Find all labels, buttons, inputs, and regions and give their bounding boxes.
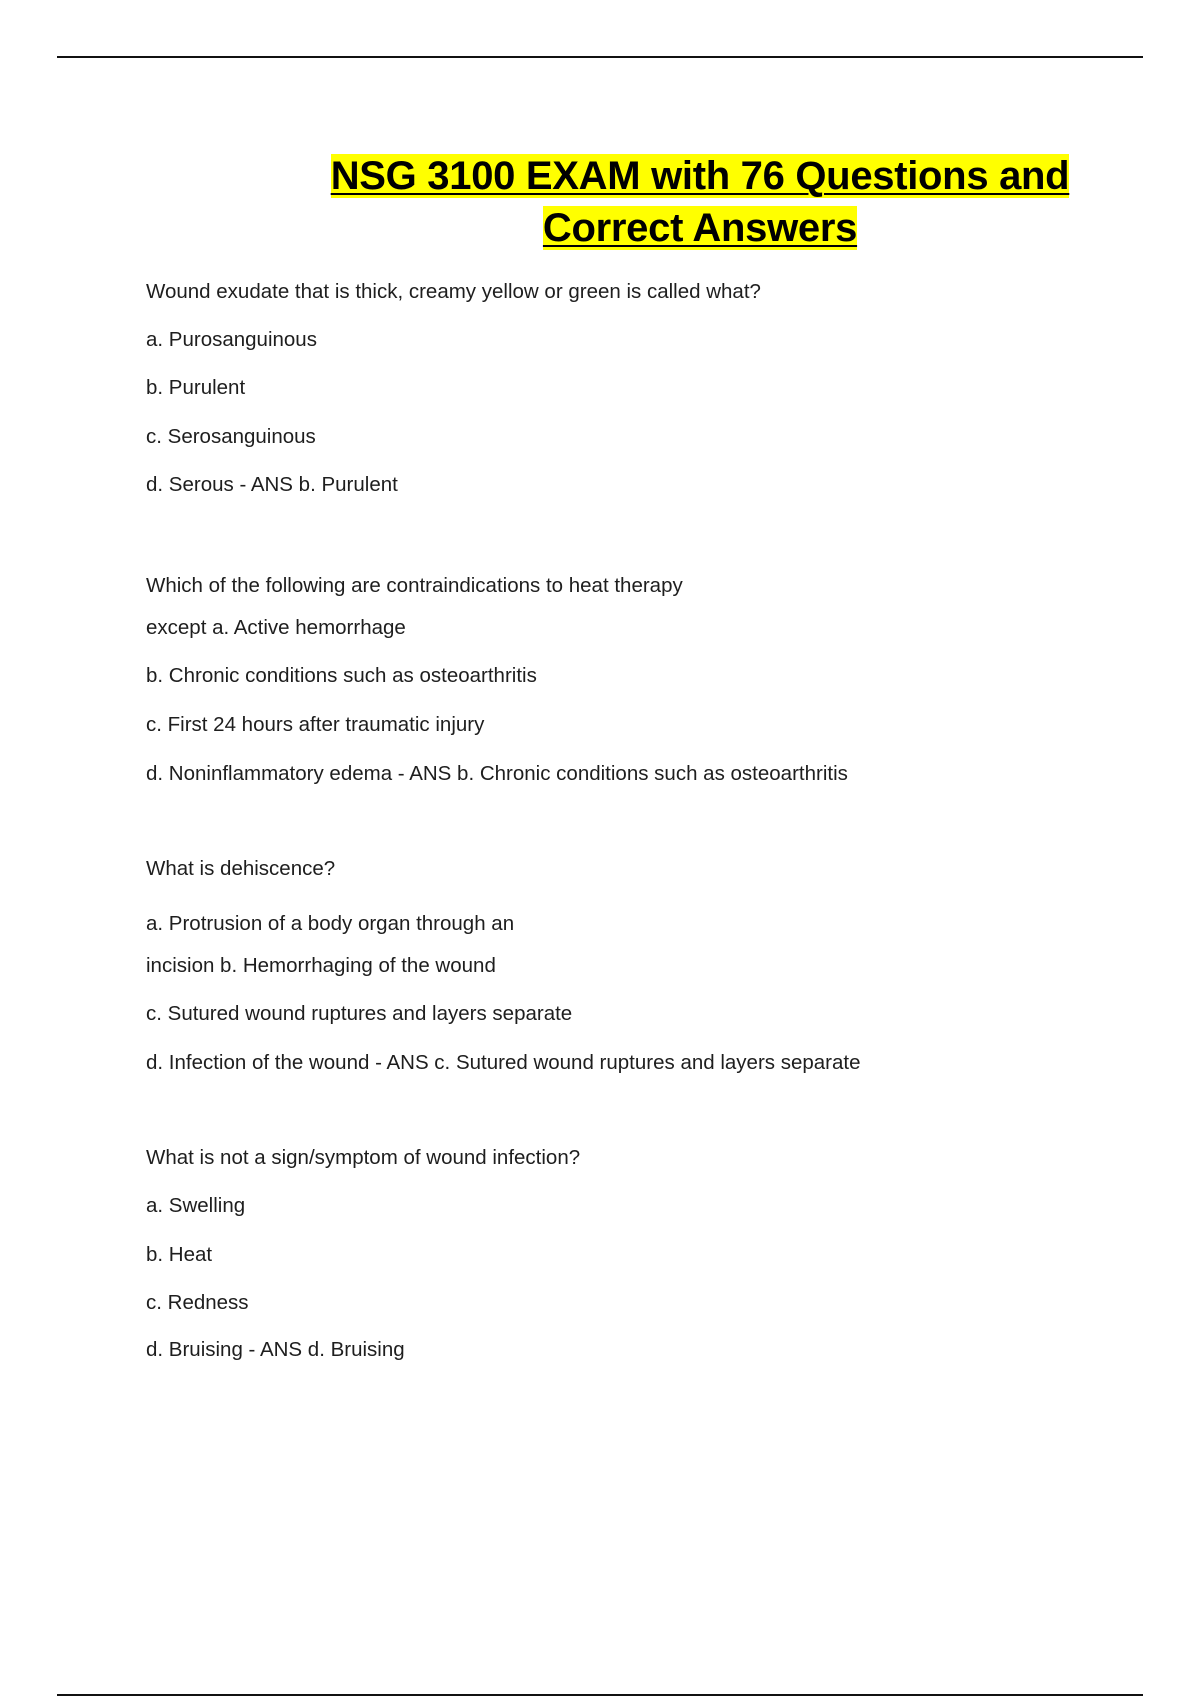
question-4-option-c: c. Redness	[146, 1291, 249, 1314]
question-4-option-a: a. Swelling	[146, 1194, 246, 1217]
question-3-option-d-answer: d. Infection of the wound - ANS c. Sutured wound ruptures and layers separate	[146, 1051, 861, 1074]
question-1-text: Wound exudate that is thick, creamy yellow or green is called what?	[146, 280, 761, 303]
title-line-2: Correct Answers	[542, 206, 858, 250]
question-3-text: What is dehiscence?	[146, 857, 336, 880]
question-3-option-a: a. Protrusion of a body organ through an	[146, 912, 515, 935]
question-3-line-2: incision b. Hemorrhaging of the wound	[146, 954, 496, 977]
title-line-1: NSG 3100 EXAM with 76 Questions and	[330, 154, 1070, 198]
question-2-option-b: b. Chronic conditions such as osteoarthritis	[146, 664, 537, 687]
question-2-line-1: except a. Active hemorrhage	[146, 616, 406, 639]
question-1-option-b: b. Purulent	[146, 376, 246, 399]
question-2-option-c: c. First 24 hours after traumatic injury	[146, 713, 485, 736]
question-3-option-c: c. Sutured wound ruptures and layers separate	[146, 1002, 573, 1025]
question-1-option-c: c. Serosanguinous	[146, 425, 316, 448]
top-rule	[57, 56, 1143, 58]
document-title	[290, 150, 1110, 254]
question-1-option-a: a. Purosanguinous	[146, 328, 317, 351]
question-1-option-d-answer: d. Serous - ANS b. Purulent	[146, 473, 398, 496]
question-2-text: Which of the following are contraindications to heat therapy	[146, 574, 683, 597]
question-2-option-d-answer: d. Noninflammatory edema - ANS b. Chronic conditions such as osteoarthritis	[146, 762, 848, 785]
bottom-rule	[57, 1694, 1143, 1696]
question-4-option-d-answer: d. Bruising - ANS d. Bruising	[146, 1338, 405, 1361]
question-4-text: What is not a sign/symptom of wound infection?	[146, 1146, 581, 1169]
question-4-option-b: b. Heat	[146, 1243, 213, 1266]
